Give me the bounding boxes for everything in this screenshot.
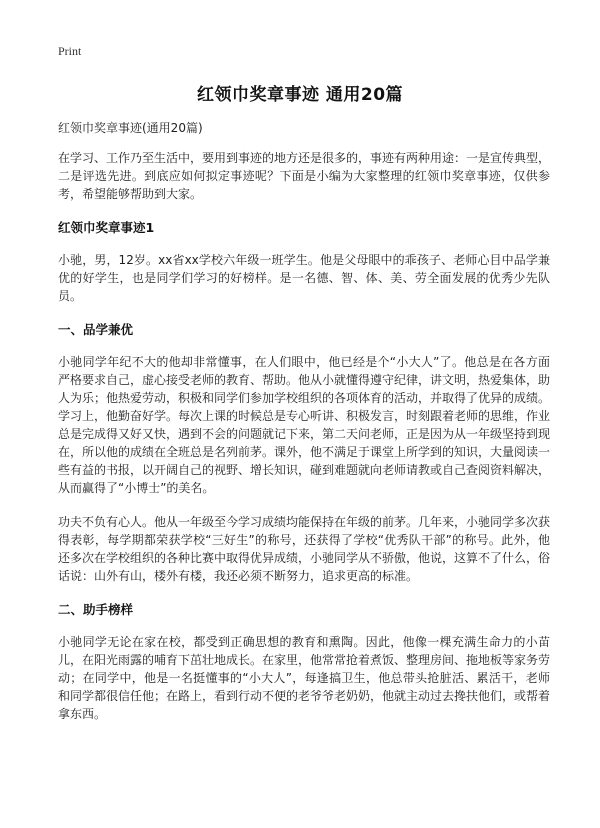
part-heading-excellence: 一、品学兼优 bbox=[58, 322, 134, 337]
profile-paragraph: 小驰，男，12岁。xx省xx学校六年级一班学生。他是父母眼中的乖孩子、老师心目中品学兼优的好学生，也是同学们学习的好榜样。是一名德、智、体、美、劳全面发展的优秀少先队员。 bbox=[58, 253, 550, 303]
document-body bbox=[58, 120, 550, 739]
document-subtitle: 红领巾奖章事迹(通用20篇) bbox=[58, 121, 203, 135]
excellence-paragraph-2: 功夫不负有心人。他从一年级至今学习成绩均能保持在年级的前茅。几年来，小驰同学多次获得表彰，每学期都荣获学校“三好生”的称号，还获得了学校“优秀队干部”的称号。此外，他还多次在学校组织的各种比赛中取得优异成绩，小驰同学从不骄傲，他说，这算不了什么，俗话说：山外有山，楼外有楼，我还必须不断努力，追求更高的标准。 bbox=[58, 515, 551, 583]
excellence-paragraph-1: 小驰同学年纪不大的他却非常懂事，在人们眼中，他已经是个“小大人”了。他总是在各方面严格要求自己，虚心接受老师的教育、帮助。他从小就懂得遵守纪律，讲文明，热爱集体，助人为乐；他热爱劳动，积极和同学们参加学校组织的各项体育的活动，并取得了优异的成绩。学习上，他勤奋好学。每次上课的时候总是专心听讲、积极发言，时刻跟着老师的思维，作业总是完成得又好又快，遇到不会的问题就记下来，第二天问老师，正是因为从一年级坚持到现在，所以他的成绩在全班总是名列前茅。课外，他不满足于课堂上所学到的知识，大量阅读一些有益的书报，以开阔自己的视野、增长知识，碰到难题就向老师请教或自己查阅资料解决，从而赢得了“小博士”的美名。 bbox=[58, 355, 551, 495]
intro-paragraph: 在学习、工作乃至生活中，要用到事迹的地方还是很多的，事迹有两种用途：一是宣传典型，二是评选先进。到底应如何拟定事迹呢？下面是小编为大家整理的红领巾奖章事迹，仅供参考，希望能够帮助到大家。 bbox=[58, 151, 551, 201]
section-heading: 红领巾奖章事迹1 bbox=[58, 220, 155, 235]
print-link[interactable]: Print bbox=[58, 44, 82, 58]
part-heading-helper: 二、助手榜样 bbox=[58, 602, 134, 617]
helper-paragraph-1: 小驰同学无论在家在校，都受到正确思想的教育和熏陶。因此，他像一棵充满生命力的小苗儿，在阳光雨露的哺育下茁壮地成长。在家里，他常常抢着煮饭、整理房间、拖地板等家务劳动；在同学中，他是一名挺懂事的“小大人”，每逢搞卫生，他总带头抢脏活、累活干，老师和同学都很信任他；在路上，看到行动不便的老爷爷老奶奶，他就主动过去搀扶他们，或帮着拿东西。 bbox=[58, 635, 551, 721]
page-title: 红领巾奖章事迹 通用20篇 bbox=[196, 85, 404, 105]
